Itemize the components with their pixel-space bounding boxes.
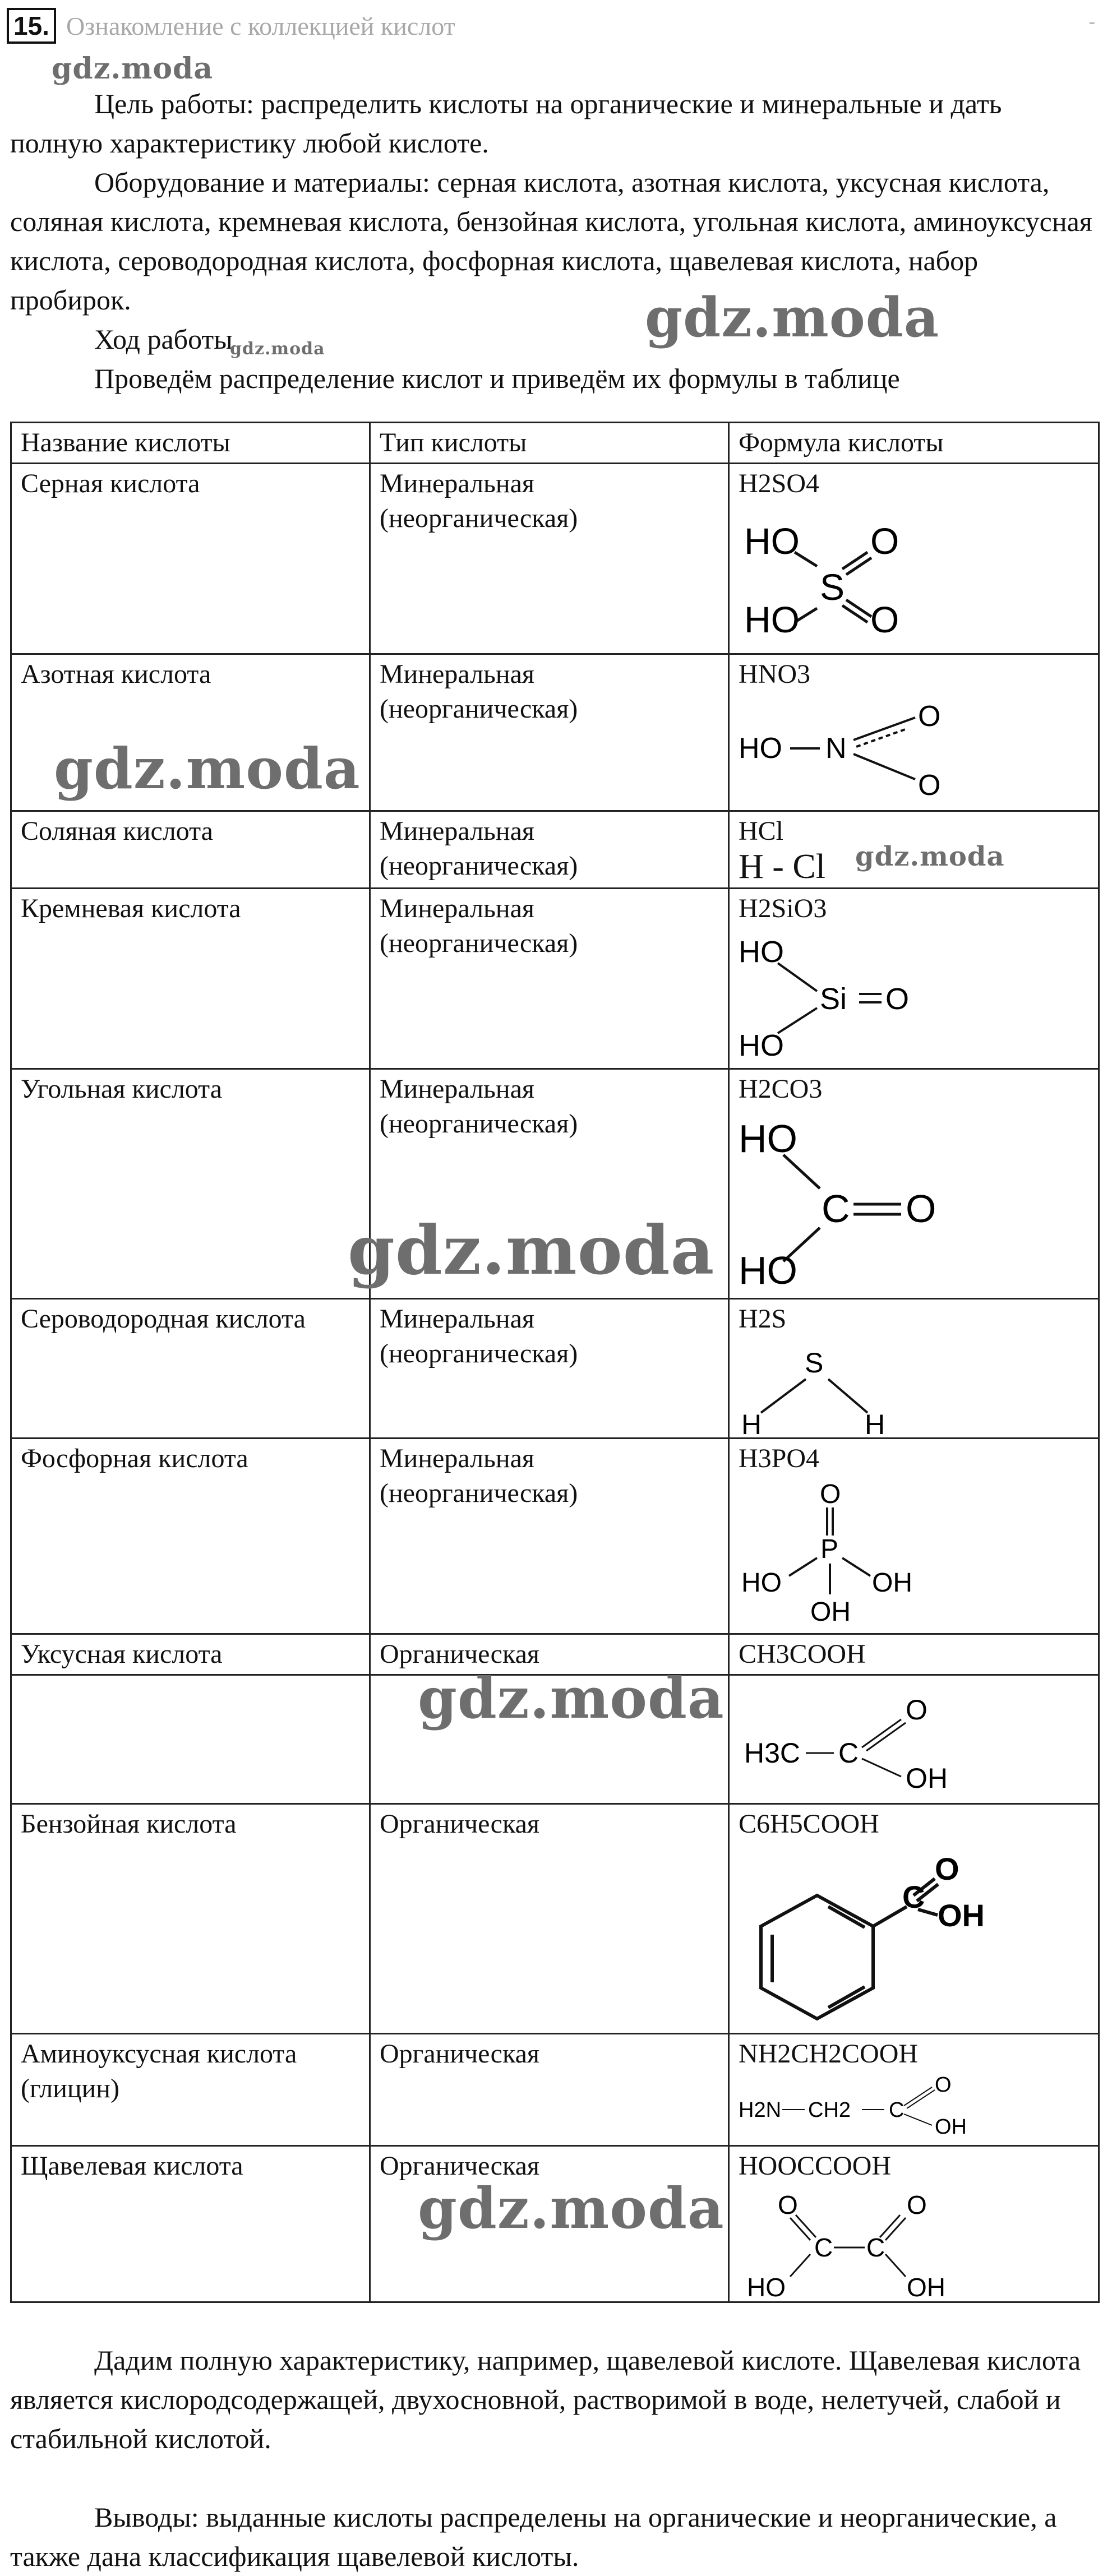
atom-label: HO (739, 1117, 797, 1160)
acid-type: Органическая (370, 1634, 729, 1675)
atom-label: C (902, 1879, 925, 1914)
empty-cell (11, 1675, 370, 1804)
acid-formula: H2SO4 (739, 469, 820, 498)
acid-formula: H2S (739, 1304, 787, 1334)
watermark: gdz.moda (348, 1211, 715, 1290)
acid-formula: HNO3 (739, 659, 810, 689)
atom-label: O (885, 982, 910, 1016)
atom-label: O (935, 1851, 959, 1886)
header-cell-name: Название кислоты (11, 423, 370, 464)
section-header (7, 9, 455, 43)
acid-formula-cell (729, 2146, 1099, 2302)
atom-label: O (778, 2190, 798, 2219)
acid-name: Кремневая кислота (11, 889, 370, 1069)
header-cell-formula: Формула кислоты (729, 423, 1099, 464)
acid-formula: H2CO3 (739, 1074, 823, 1104)
sulfuric-acid-structure (739, 505, 918, 650)
benzoic-acid-structure (739, 1845, 1008, 2030)
table-row (11, 1299, 1099, 1439)
hydrogen-sulfide-structure (739, 1340, 929, 1435)
phosphoric-acid-structure (739, 1479, 952, 1631)
acid-name: Уксусная кислота (11, 1634, 370, 1675)
table-row (11, 464, 1099, 654)
acid-type: Минеральная (неорганическая) (370, 654, 729, 811)
acid-type: Минеральная (неорганическая) (370, 889, 729, 1069)
acid-name: Сероводородная кислота (11, 1299, 370, 1439)
table-header-row (11, 423, 1099, 464)
acid-name: Соляная кислота (11, 811, 370, 889)
acid-name: Серная кислота (11, 464, 370, 654)
atom-label: H3C (744, 1737, 801, 1769)
watermark: gdz.moda (54, 736, 361, 802)
watermark: gdz.moda (855, 841, 1005, 872)
acid-formula-cell (729, 889, 1099, 1069)
acid-type: Органическая (370, 2146, 729, 2302)
atom-label: Si (820, 982, 847, 1016)
atom-label: CH2 (808, 2098, 851, 2122)
section-number: 15. (7, 8, 56, 44)
atom-label: C (814, 2233, 833, 2262)
watermark: gdz.moda (418, 1665, 725, 1731)
atom-label: S (805, 1347, 824, 1379)
progress-text: Проведём распределение кислот и приведём их формулы в таблице (94, 363, 900, 394)
oxalic-acid-structure (739, 2187, 974, 2299)
atom-label: OH (810, 1597, 851, 1627)
atom-label: O (870, 599, 899, 640)
acid-formula: NH2CH2COOH (739, 2039, 919, 2069)
acid-formula-cell (729, 654, 1099, 811)
acid-formula: HCl (739, 816, 784, 846)
acid-formula-cell (729, 464, 1099, 654)
table-row (11, 1804, 1099, 2034)
progress-title: Ход работы (94, 323, 233, 355)
atom-label: O (906, 1187, 936, 1231)
acid-formula: H3PO4 (739, 1444, 820, 1473)
acid-name: Бензойная кислота (11, 1804, 370, 2034)
acid-name: Угольная кислота (11, 1069, 370, 1299)
findings-paragraph: Выводы: выданные кислоты распределены на органические и неорганические, а также дана классификация щавелевой кислоты. (10, 2501, 1057, 2572)
acid-type: Минеральная (неорганическая) (370, 811, 729, 889)
acid-formula: HOOCCOOH (739, 2151, 892, 2181)
acetic-acid-structure (739, 1681, 1008, 1793)
atom-label: P (820, 1534, 839, 1564)
glycine-structure (739, 2075, 996, 2136)
atom-label: C (866, 2233, 885, 2262)
atom-label: HO (739, 1029, 784, 1062)
atom-label: O (906, 1694, 928, 1726)
watermark: gdz.moda (645, 286, 940, 349)
atom-label: OH (906, 1763, 948, 1793)
acid-formula-cell (729, 1675, 1099, 1804)
atom-label: HO (739, 1248, 797, 1289)
acids-table (10, 422, 1100, 2303)
atom-label: OH (938, 1898, 985, 1933)
acid-type: Органическая (370, 1804, 729, 2034)
section-title: Ознакомление с коллекцией кислот (66, 11, 455, 40)
atom-label: H (741, 1409, 762, 1435)
atom-label: O (918, 700, 941, 733)
atom-label: HO (744, 520, 800, 562)
atom-label: O (907, 2190, 927, 2219)
hcl-structure: H - Cl (739, 848, 825, 886)
atom-label: C (822, 1187, 850, 1231)
acid-formula-cell (729, 1299, 1099, 1439)
goal-paragraph: Цель работы: распределить кислоты на органические и минеральные и дать полную характеристику любой кислоте. (10, 88, 1002, 159)
acid-type: Минеральная (неорганическая) (370, 1299, 729, 1439)
acid-name: Щавелевая кислота (11, 2146, 370, 2302)
acid-formula-cell (729, 1804, 1099, 2034)
acid-formula-cell (729, 1439, 1099, 1634)
table-row (11, 889, 1099, 1069)
nitric-acid-structure (739, 695, 963, 802)
equipment-paragraph: Оборудование и материалы: серная кислота, азотная кислота, уксусная кислота, соляная кислота, кремневая кислота, бензойная кислота, угольная кислота, аминоуксусная кислота, сероводородная кислота, фосфорная кислота, щавелевая кислота, набор пробирок. (10, 167, 1092, 316)
watermark: gdz.moda (52, 52, 214, 86)
carbonic-acid-structure (739, 1110, 974, 1289)
atom-label: HO (739, 732, 782, 765)
acid-name: Фосфорная кислота (11, 1439, 370, 1634)
acid-formula: H2SiO3 (739, 894, 827, 923)
acid-type: Минеральная (неорганическая) (370, 464, 729, 654)
atom-label: O (820, 1479, 841, 1509)
atom-label: C (889, 2098, 905, 2122)
atom-label: C (838, 1737, 859, 1769)
atom-label: OH (907, 2273, 945, 2299)
table-row (11, 1439, 1099, 1634)
acid-type: Минеральная (неорганическая) (370, 1069, 729, 1299)
atom-label: HO (739, 935, 784, 969)
acid-formula: CH3COOH (729, 1634, 1099, 1675)
atom-label: O (918, 769, 941, 802)
watermark: gdz.moda (418, 2175, 725, 2241)
atom-label: N (825, 732, 847, 765)
acid-type: Органическая (370, 2034, 729, 2146)
atom-label: O (870, 520, 899, 562)
acid-name: Азотная кислота (11, 654, 370, 811)
atom-label: HO (741, 1568, 782, 1598)
acid-formula-cell (729, 1069, 1099, 1299)
atom-label: OH (935, 2115, 967, 2136)
atom-label: O (935, 2075, 952, 2097)
header-cell-type: Тип кислоты (370, 423, 729, 464)
atom-label: OH (872, 1568, 912, 1598)
characteristic-paragraph: Дадим полную характеристику, например, щавелевой кислоте. Щавелевая кислота является кислородсодержащей, двухосновной, растворимой в воде, нелетучей, слабой и стабильной кислотой. (10, 2344, 1081, 2454)
atom-label: S (820, 566, 845, 608)
atom-label: HO (744, 599, 800, 640)
acid-type: Минеральная (неорганическая) (370, 1439, 729, 1634)
watermark: gdz.moda (230, 339, 325, 359)
acid-formula: C6H5COOH (739, 1809, 879, 1839)
atom-label: HO (747, 2273, 786, 2299)
table-row (11, 2034, 1099, 2146)
silicic-acid-structure (739, 929, 929, 1064)
atom-label: H (865, 1409, 885, 1435)
corner-mark: - (1088, 11, 1095, 32)
acid-formula-cell (729, 2034, 1099, 2146)
acid-name: Аминоуксусная кислота (глицин) (11, 2034, 370, 2146)
atom-label: H2N (739, 2098, 782, 2122)
